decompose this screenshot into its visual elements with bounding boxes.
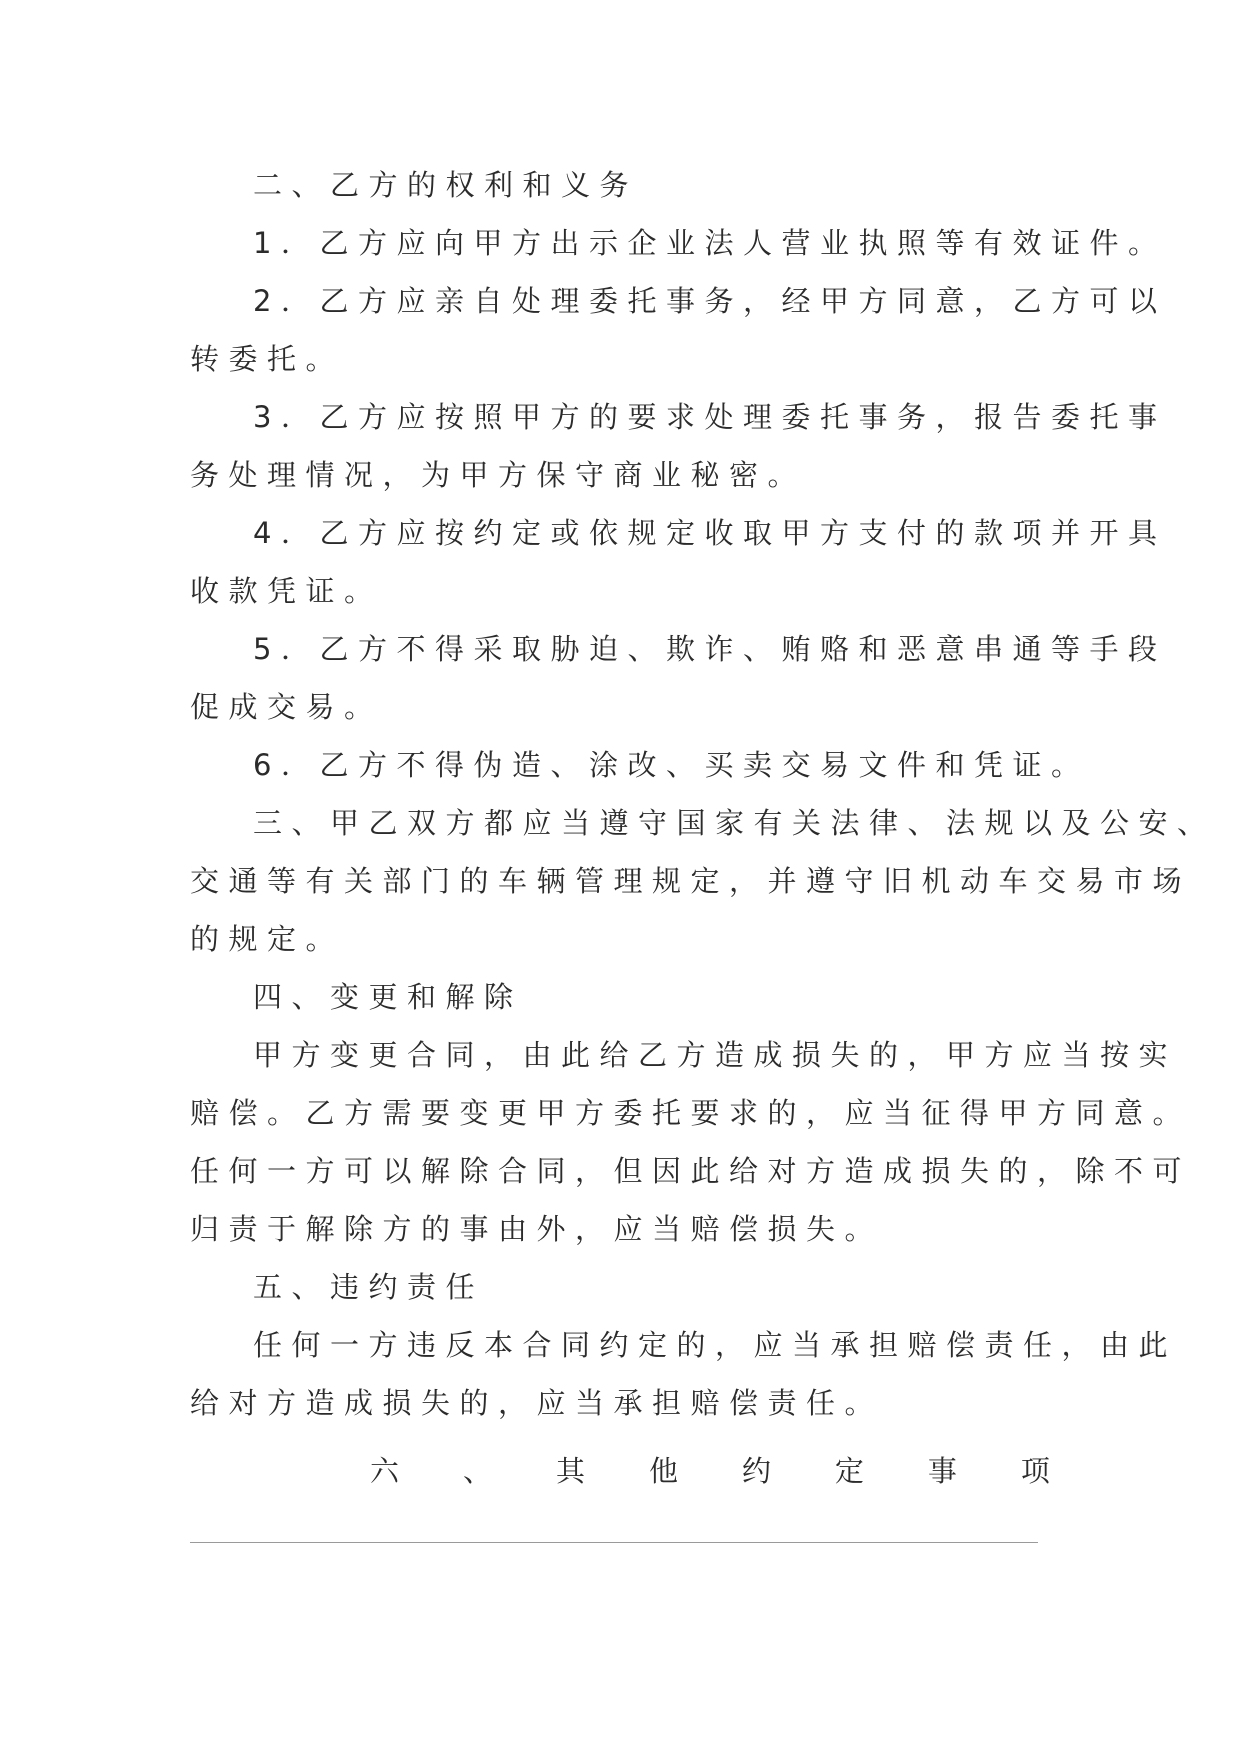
section-heading-change-termination: 四、变更和解除 <box>253 980 523 1014</box>
section-heading-party-b-rights: 二、乙方的权利和义务 <box>253 168 639 202</box>
section-4-line-3: 任何一方可以解除合同，但因此给对方造成损失的，除不可 <box>190 1154 1192 1188</box>
clause-1: 1．乙方应向甲方出示企业法人营业执照等有效证件。 <box>253 226 1167 260</box>
clause-2-line-1: 2．乙方应亲自处理委托事务，经甲方同意，乙方可以 <box>253 284 1167 318</box>
heading-char: 项 <box>1020 1454 1050 1488</box>
section-3-line-3: 的规定。 <box>190 922 345 956</box>
clause-5-line-2: 促成交易。 <box>190 690 383 724</box>
heading-char: 约 <box>741 1454 771 1488</box>
clause-5-line-1: 5．乙方不得采取胁迫、欺诈、贿赂和恶意串通等手段 <box>253 632 1167 666</box>
clause-3-line-1: 3．乙方应按照甲方的要求处理委托事务，报告委托事 <box>253 400 1167 434</box>
section-heading-breach-liability: 五、违约责任 <box>253 1270 485 1304</box>
clause-4-line-1: 4．乙方应按约定或依规定收取甲方支付的款项并开具 <box>253 516 1167 550</box>
heading-char: 六 <box>370 1454 400 1488</box>
section-5-line-1: 任何一方违反本合同约定的，应当承担赔偿责任，由此 <box>253 1328 1178 1362</box>
clause-2-line-2: 转委托。 <box>190 342 345 376</box>
section-4-line-2: 赔偿。乙方需要变更甲方委托要求的，应当征得甲方同意。 <box>190 1096 1192 1130</box>
footer-divider <box>190 1542 1038 1543</box>
clause-3-line-2: 务处理情况，为甲方保守商业秘密。 <box>190 458 807 492</box>
section-heading-other-matters <box>370 1446 1050 1496</box>
section-4-line-1: 甲方变更合同，由此给乙方造成损失的，甲方应当按实 <box>253 1038 1178 1072</box>
heading-char: 定 <box>834 1454 864 1488</box>
clause-4-line-2: 收款凭证。 <box>190 574 383 608</box>
section-3-line-2: 交通等有关部门的车辆管理规定，并遵守旧机动车交易市场 <box>190 864 1192 898</box>
heading-char: 、 <box>462 1454 492 1488</box>
section-4-line-4: 归责于解除方的事由外，应当赔偿损失。 <box>190 1212 884 1246</box>
section-5-line-2: 给对方造成损失的，应当承担赔偿责任。 <box>190 1386 884 1420</box>
heading-char: 他 <box>648 1454 678 1488</box>
heading-char: 事 <box>927 1454 957 1488</box>
clause-6: 6．乙方不得伪造、涂改、买卖交易文件和凭证。 <box>253 748 1090 782</box>
heading-char: 其 <box>555 1454 585 1488</box>
section-3-line-1: 三、甲乙双方都应当遵守国家有关法律、法规以及公安、 <box>253 806 1216 840</box>
